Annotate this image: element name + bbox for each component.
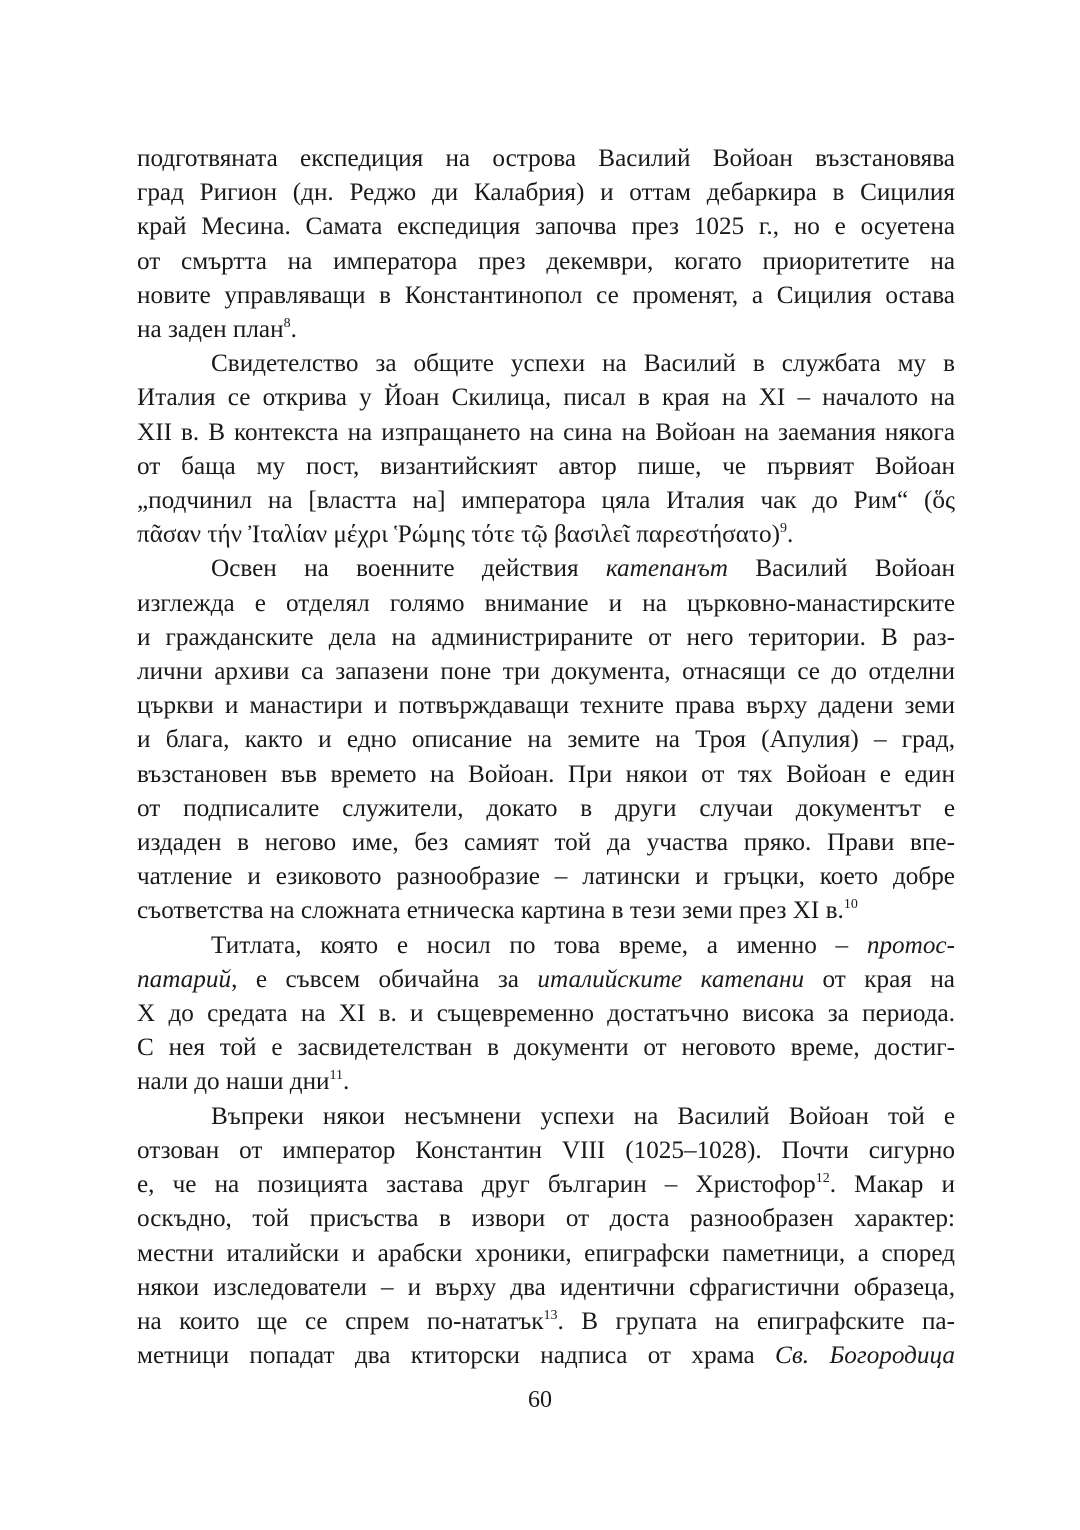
text-segment: новите управляващи в Константинопол се променят, а Сицилия остава — [137, 281, 955, 309]
text-segment: . — [343, 1068, 350, 1096]
text-segment: . В групата на епиграфските па- — [557, 1307, 955, 1335]
text-segment: църкви и манастири и потвърждаващи техните права върху дадени земи — [137, 692, 955, 720]
text-segment: възстановен във времето на Войоан. При някои от тях Войоан е един — [137, 760, 955, 788]
text-segment: чатление и езиковото разнообразие – латински и гръцки, което добре — [137, 863, 955, 891]
text-line — [137, 279, 955, 313]
text-segment: Освен на военните действия — [211, 555, 606, 583]
text-segment: „подчинил на [властта на] императора цяла Италия чак до Рим“ (ὅς — [137, 487, 955, 515]
footnote-marker: 11 — [329, 1068, 344, 1084]
footnote-marker: 8 — [283, 316, 291, 332]
text-line — [137, 587, 955, 621]
text-line — [137, 997, 955, 1031]
text-line — [137, 313, 955, 347]
text-segment: Титлата, която е носил по това време, а именно – — [211, 931, 867, 959]
text-segment: на които ще се спрем по-нататък — [137, 1307, 544, 1335]
text-line — [137, 1100, 955, 1134]
text-segment: Свидетелство за общите успехи на Василий в службата му в — [211, 350, 955, 378]
text-line — [137, 518, 955, 552]
text-segment: Василий Войоан — [727, 555, 955, 583]
text-segment: отзован от император Константин VIII (1025–1028). Почти сигурно — [137, 1136, 955, 1164]
text-segment: . — [290, 316, 297, 344]
text-segment: Въпреки някои несъмнени успехи на Василий Войоан той е — [211, 1102, 955, 1130]
text-segment: е, че на позицията застава друг българин – Христофор — [137, 1171, 816, 1199]
text-line — [137, 552, 955, 586]
text-segment: издаден в негово име, без самият той да участва пряко. Прави впе- — [137, 829, 955, 857]
text-line — [137, 176, 955, 210]
text-segment: подготвяната експедиция на острова Василий Войоан възстановява — [137, 145, 955, 172]
body-text — [137, 142, 955, 1373]
footnote-marker: 9 — [780, 521, 788, 537]
text-line — [137, 894, 955, 928]
text-segment: някои изследователи – и върху два идентични сфрагистични образеца, — [137, 1273, 955, 1301]
text-line — [137, 1271, 955, 1305]
text-segment: местни италийски и арабски хроники, епиграфски паметници, а според — [137, 1239, 955, 1267]
text-segment: от смъртта на императора през декември, когато приоритетите на — [137, 247, 955, 275]
text-line — [137, 381, 955, 415]
italic-term: протос- — [866, 931, 955, 959]
italic-term: Св. Богородица — [775, 1342, 955, 1370]
text-segment: изглежда е отделял голямо внимание и на църковно-манастирските — [137, 589, 955, 617]
text-line — [137, 245, 955, 279]
text-line — [137, 1065, 955, 1099]
text-line — [137, 1031, 955, 1065]
text-line — [137, 621, 955, 655]
text-line — [137, 689, 955, 723]
italic-term: италийските катепани — [537, 965, 805, 993]
text-segment: лични архиви са запазени поне три документа, отнасящи се до отделни — [137, 658, 955, 686]
text-segment: πᾶσαν τήν Ἰταλίαν μέχρι Ῥώμης τότε τῷ βασιλεῖ παρεστήσατο) — [137, 521, 781, 549]
text-segment: XII в. В контекста на изпращането на сина на Войоан на заемания някога — [137, 418, 955, 446]
text-segment: Италия се открива у Йоан Скилица, писал в края на XI – началото на — [137, 384, 955, 412]
text-segment: от баща му пост, византийският автор пише, че първият Войоан — [137, 452, 955, 480]
text-line — [137, 450, 955, 484]
text-line — [137, 347, 955, 381]
text-segment: и блага, както и едно описание на земите на Троя (Апулия) – град, — [137, 726, 955, 754]
text-line — [137, 860, 955, 894]
text-segment: на заден план — [137, 316, 284, 344]
text-line — [137, 1134, 955, 1168]
text-segment: град Ригион (дн. Реджо ди Калабрия) и оттам дебаркира в Сицилия — [137, 179, 955, 207]
text-line — [137, 792, 955, 826]
text-segment: метници попадат два ктиторски надписа от храма — [137, 1342, 776, 1370]
text-line — [137, 963, 955, 997]
text-line — [137, 1168, 955, 1202]
footnote-marker: 12 — [815, 1171, 830, 1187]
text-line — [137, 416, 955, 450]
italic-term: патарий — [137, 965, 232, 993]
text-line — [137, 1202, 955, 1236]
text-line — [137, 1339, 955, 1373]
text-segment: . — [787, 521, 794, 549]
text-segment: от подписалите служители, докато в други случаи документът е — [137, 794, 955, 822]
text-line — [137, 142, 955, 176]
footnote-marker: 10 — [843, 897, 858, 913]
text-segment: нали до наши дни — [137, 1068, 330, 1096]
text-line — [137, 210, 955, 244]
text-segment: оскъдно, той присъства в извори от доста разнообразен характер: — [137, 1205, 955, 1233]
text-line — [137, 655, 955, 689]
text-line — [137, 929, 955, 963]
text-segment: С нея той е засвидетелстван в документи от неговото време, достиг- — [137, 1034, 955, 1062]
footnote-marker: 13 — [543, 1307, 558, 1323]
text-line — [137, 758, 955, 792]
italic-term: катепанът — [605, 555, 728, 583]
text-segment: X до средата на XI в. и същевременно достатъчно висока за периода. — [137, 1000, 955, 1028]
text-segment: . Макар и — [829, 1171, 955, 1199]
text-segment: край Месина. Самата експедиция започва през 1025 г., но е осуетена — [137, 213, 955, 241]
text-segment: , е съвсем обичайна за — [231, 965, 538, 993]
text-line — [137, 1237, 955, 1271]
text-line — [137, 723, 955, 757]
text-line — [137, 1305, 955, 1339]
text-segment: и гражданските дела на администрираните от него територии. В раз- — [137, 623, 955, 651]
text-line — [137, 484, 955, 518]
text-segment: от края на — [804, 965, 955, 993]
page-number: 60 — [528, 1387, 552, 1413]
text-line — [137, 826, 955, 860]
text-segment: съответства на сложната етническа картина в тези земи през XI в. — [137, 897, 844, 925]
